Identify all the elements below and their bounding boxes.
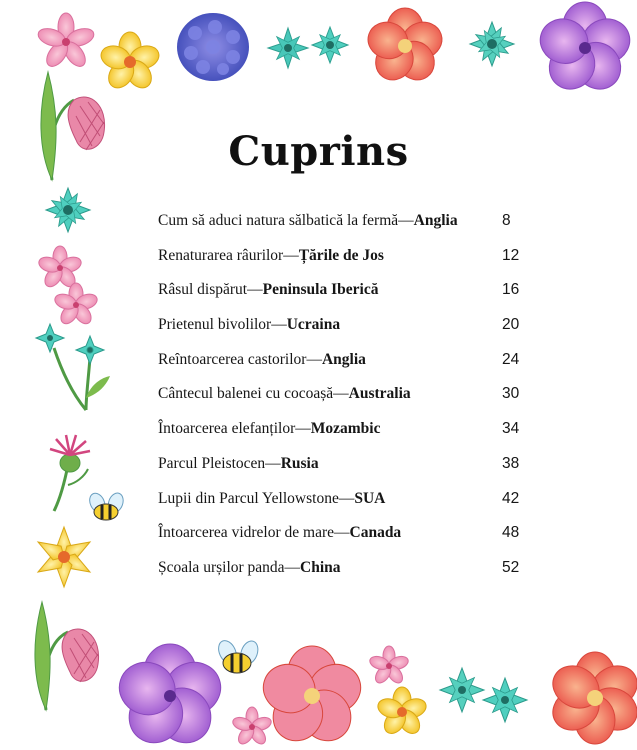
toc-entry-place: SUA [354,489,386,507]
purple-flower-icon [534,2,635,98]
page-title: Cuprins [228,128,409,175]
toc-entry[interactable] [158,312,538,347]
toc-entry-place: Australia [348,385,411,403]
toc-page-number: 38 [502,454,520,472]
pink-flower-icon [368,646,410,686]
toc-entry-place: Ucraina [286,316,341,334]
teal-flower-icon [437,665,487,715]
purple-flower-icon [113,644,228,750]
toc-page-number: 24 [502,350,520,368]
toc-entry-title: Școala urșilor panda—China [158,558,341,576]
toc-entry-title: Cum să aduci natura sălbatică la fermă—Anglia [158,212,458,229]
pink-flower-icon [231,707,273,747]
orange-flower-icon [545,652,637,744]
toc-entry-title: Întoarcerea vidrelor de mare—Canada [158,524,402,542]
toc-entry-title: Lupii din Parcul Yellowstone—SUA [158,489,386,507]
orange-flower-icon [363,8,446,87]
toc-entry-title: Renaturarea râurilor—Țările de Jos [158,246,384,264]
teal-flower-icon [42,184,93,235]
toc-entry[interactable] [158,347,538,382]
blue-flower-icon [177,13,249,81]
teal-flower-icon [466,18,517,69]
toc-entry-title: Parcul Pleistocen—Rusia [158,454,319,472]
toc-entry[interactable] [158,381,538,416]
toc-list [158,208,538,590]
pink-flower-icon [36,13,96,70]
toc-entry[interactable] [158,520,538,555]
toc-entry-place: Anglia [321,350,366,368]
yellow-flower-icon [375,687,428,738]
toc-entry[interactable] [158,416,538,451]
toc-page-number: 52 [502,558,520,576]
toc-entry-place: Mozambic [310,420,381,438]
thistle-icon [50,435,90,511]
toc-entry-place: Rusia [280,454,319,472]
toc-entry[interactable] [158,451,538,486]
toc-page-number: 20 [502,316,520,334]
toc-entry-place: Țările de Jos [298,246,384,264]
toc-page-number: 48 [502,524,520,542]
toc-entry-title: Prietenul bivolilor—Ucraina [158,316,341,334]
teal-flower-icon [310,25,351,66]
yellow-flower-icon [98,32,162,93]
toc-page-number: 16 [502,281,520,299]
toc-entry-title: Întoarcerea elefanților—Mozambic [158,420,381,438]
toc-page-number: 34 [502,420,520,438]
bee-icon [87,491,126,520]
toc-page-number: 42 [502,489,520,507]
toc-entry-place: Canada [349,524,402,542]
toc-page-number: 12 [502,246,520,264]
toc-entry-title: Cântecul balenei cu cocoașă—Australia [158,385,411,403]
toc-entry[interactable] [158,486,538,521]
teal-flower-icon [480,675,530,725]
toc-entry-title: Reîntoarcerea castorilor—Anglia [158,350,366,368]
toc-entry[interactable] [158,243,538,278]
toc-entry[interactable] [158,277,538,312]
yellow-flower-icon [34,527,94,587]
toc-page-number: 30 [502,385,520,403]
toc-entry-title: Râsul dispărut—Peninsula Iberică [158,281,379,299]
teal-flower-icon [265,25,310,70]
toc-entry-place: Anglia [413,212,458,229]
toc-entry[interactable] [158,208,538,243]
toc-entry-place: Peninsula Iberică [262,281,379,299]
toc-page-number: 8 [502,212,511,229]
fritillary-flower-icon [35,602,99,710]
bee-icon [215,638,261,673]
pink-flower-icon [53,283,99,327]
orange-flower-icon [257,646,367,750]
teal-flower-icon [36,324,110,410]
toc-entry-place: China [300,558,341,576]
toc-entry[interactable] [158,555,538,590]
